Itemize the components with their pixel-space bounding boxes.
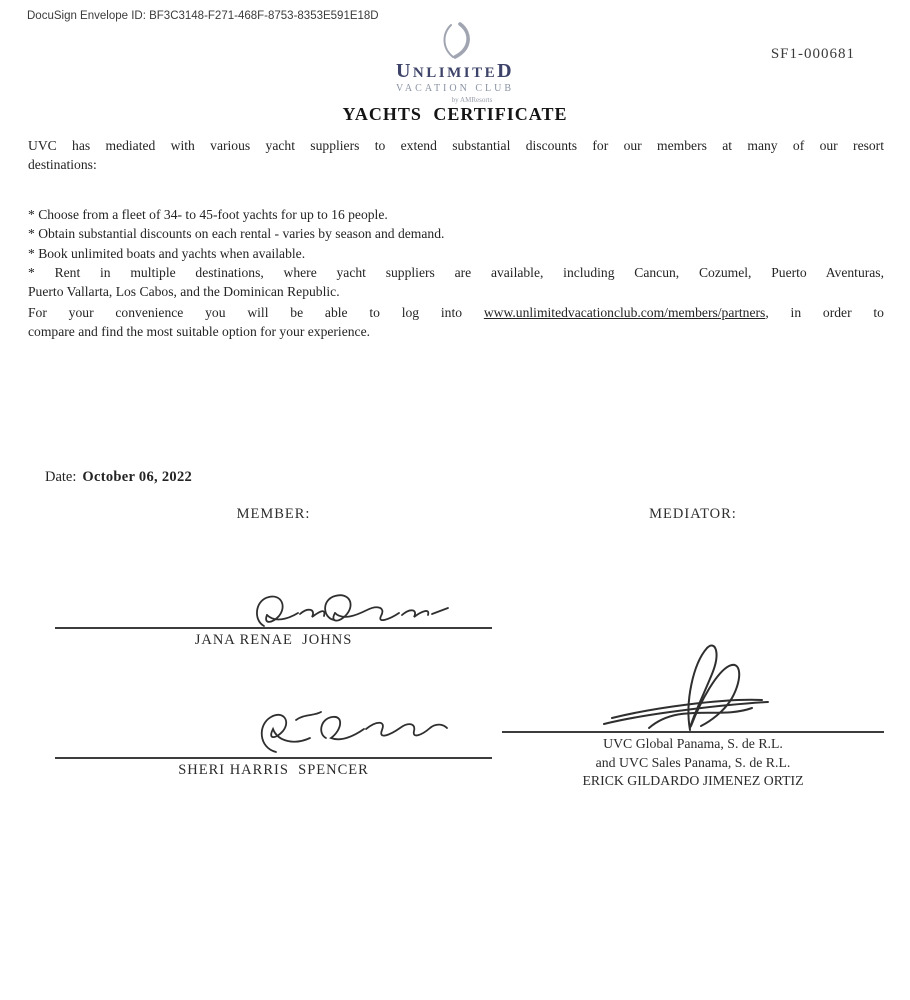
member-signer-name-1: JANA RENAE JOHNS bbox=[194, 632, 353, 648]
member-signature-1-image bbox=[240, 591, 455, 631]
date-label: Date: bbox=[45, 469, 77, 485]
intro-line-1: UVC has mediated with various yacht suppliers to extend substantial discounts for our members at many of our resort bbox=[28, 138, 884, 153]
mediator-company-line-1: UVC Global Panama, S. de R.L. bbox=[603, 736, 783, 751]
date-line bbox=[45, 469, 192, 486]
certificate-number: SF1-000681 bbox=[770, 46, 855, 62]
uvc-logo-mark-icon bbox=[433, 22, 477, 60]
convenience-text-before: For your convenience you will be able to log into bbox=[28, 305, 484, 320]
member-section-label: MEMBER: bbox=[236, 506, 311, 522]
member-signature-2-image bbox=[238, 707, 468, 759]
list-item: * Book unlimited boats and yachts when available. bbox=[28, 245, 306, 261]
intro-line-2: destinations: bbox=[28, 157, 97, 172]
mediator-signature-image bbox=[592, 640, 782, 735]
brand-subtitle: VACATION CLUB bbox=[396, 83, 514, 94]
member-signature-line-1 bbox=[55, 627, 492, 629]
convenience-paragraph bbox=[28, 303, 884, 341]
list-item bbox=[28, 263, 884, 302]
docusign-envelope-id: DocuSign Envelope ID: BF3C3148-F271-468F-8753-8353E591E18D bbox=[27, 10, 379, 22]
members-partners-link[interactable]: www.unlimitedvacationclub.com/members/partners bbox=[483, 305, 766, 320]
date-value: October 06, 2022 bbox=[82, 469, 193, 485]
member-signer-name-2: SHERI HARRIS SPENCER bbox=[178, 762, 369, 778]
convenience-line-2: compare and find the most suitable option for your experience. bbox=[28, 324, 371, 339]
brand-final: D bbox=[497, 60, 515, 82]
mediator-identity bbox=[502, 735, 884, 791]
intro-paragraph bbox=[28, 136, 884, 174]
brand-name bbox=[345, 61, 565, 81]
benefits-list bbox=[28, 205, 884, 301]
mediator-company-line-2: and UVC Sales Panama, S. de R.L. bbox=[595, 754, 791, 770]
page-title: YACHTS CERTIFICATE bbox=[342, 104, 568, 124]
convenience-text-after: , in order to bbox=[765, 305, 884, 320]
convenience-line-1 bbox=[28, 303, 884, 322]
brand-byline: by AMResorts bbox=[451, 96, 493, 104]
mediator-signature-line bbox=[502, 731, 884, 733]
list-item: * Obtain substantial discounts on each rental - varies by season and demand. bbox=[28, 226, 445, 242]
list-item-line-2: Puerto Vallarta, Los Cabos, and the Dominican Republic. bbox=[28, 284, 340, 300]
member-signature-line-2 bbox=[55, 757, 492, 759]
brand-mid: NLIMITE bbox=[412, 65, 498, 81]
mediator-section-label: MEDIATOR: bbox=[649, 506, 737, 522]
list-item: * Choose from a fleet of 34- to 45-foot yachts for up to 16 people. bbox=[28, 207, 388, 222]
mediator-signer-name: ERICK GILDARDO JIMENEZ ORTIZ bbox=[582, 773, 804, 788]
uvc-logo bbox=[345, 22, 565, 104]
list-item-line-1: * Rent in multiple destinations, where yacht suppliers are available, including Cancun, Cozumel, Puerto Aventuras, bbox=[28, 264, 884, 280]
brand-initial: U bbox=[395, 60, 413, 82]
